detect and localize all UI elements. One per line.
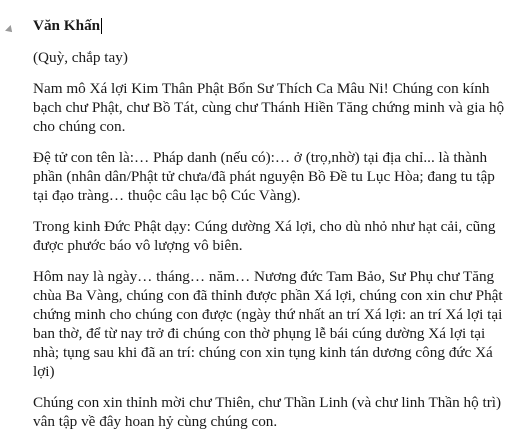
paragraph-closing: Chúng con xin thỉnh mời chư Thiên, chư Thần Linh (và chư linh Thần hộ trì) vân tập về đây hoan hỷ cùng chúng con. [33,394,502,430]
document-body[interactable] [33,16,509,443]
paragraph-instruction: (Quỳ, chắp tay) [33,49,128,66]
paragraph-invocation: Nam mô Xá lợi Kim Thân Phật Bổn Sư Thích Ca Mâu Ni! Chúng con kính bạch chư Phật, chư Bồ Tát, cùng chư Thánh Hiền Tăng chứng minh và gia hộ cho chúng con. [33,80,505,135]
heading-text: Văn Khấn [33,17,101,34]
text-cursor [101,18,102,34]
paragraph-introduction: Đệ tử con tên là:… Pháp danh (nếu có):… ở (trọ,nhờ) tại địa chỉ... là thành phần (nhân dân/Phật tử chưa/đã phát nguyện Bồ Đề tu Lục Hòa; đang tu tập tại đạo tràng… thuộc câu lạc bộ Cúc Vàng). [33,149,495,204]
paragraph-ceremony: Hôm nay là ngày… tháng… năm… Nương đức Tam Bảo, Sư Phụ chư Tăng chùa Ba Vàng, chúng con đã thỉnh được phần Xá lợi, chúng con xin chư Phật chứng minh cho chúng con được (ngày thứ nhất an trí Xá lợi: an trí Xá lợi tại ban thờ, để từ nay trở đi chúng con thờ phụng lễ bái cúng dường Xá lợi tại nhà; tụng sau khi đã an trí: chúng con xin tụng kinh tán dương công đức Xá lợi) [33,268,503,380]
collapse-triangle-icon[interactable] [5,25,15,35]
document-heading[interactable] [33,16,509,35]
paragraph-teaching: Trong kinh Đức Phật dạy: Cúng dường Xá lợi, cho dù nhỏ như hạt cải, cũng được phước báo vô lượng vô biên. [33,218,496,254]
